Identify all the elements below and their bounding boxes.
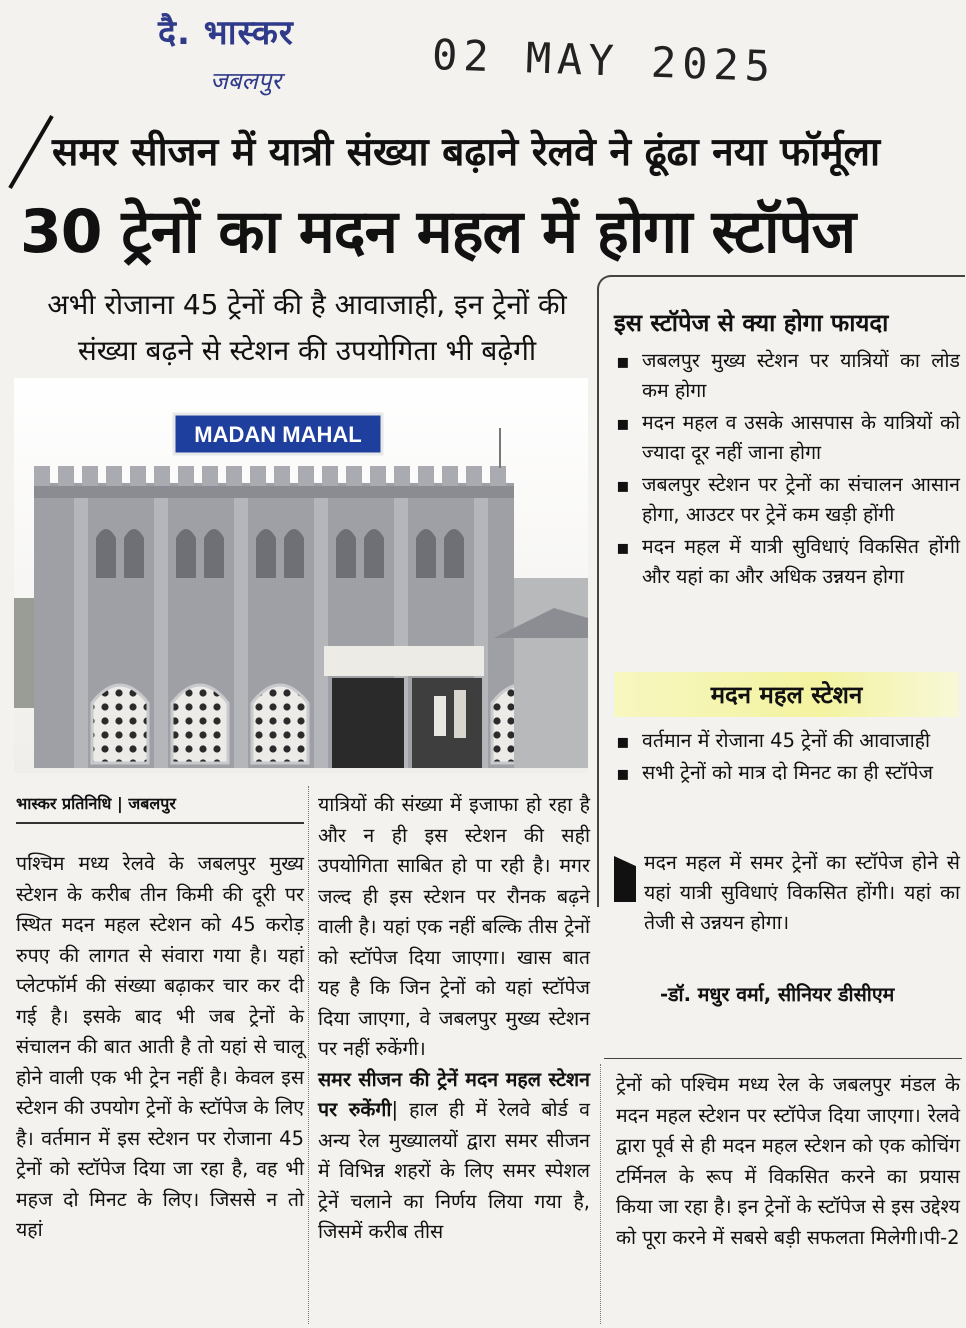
byline: भास्कर प्रतिनिधि | जबलपुर: [16, 794, 176, 813]
masthead-logo: दै. भास्कर: [158, 13, 294, 53]
list-item: ▪ सभी ट्रेनों को मात्र दो मिनट का ही स्टॉपेज: [612, 758, 960, 788]
article-column-2: [318, 790, 590, 1248]
sidebar-heading-benefits: इस स्टॉपेज से क्या होगा फायदा: [614, 309, 889, 337]
article-column-3: ट्रेनों को पश्चिम मध्य रेल के जबलपुर मंडल के मदन महल स्टेशन पर स्टॉपेज दिया जाएगा। रेलवे द्वारा पूर्व से ही मदन महल स्टेशन को एक कोचिंग टर्मिनल के रूप में विकसित करने का प्रयास किया जा रहा है। इन ट्रेनों के स्टॉपेज से इस उद्देश्य को पूरा करने में सबसे बड़ी सफलता मिलेगी।पी-2: [616, 1073, 960, 1249]
list-item: ▪ वर्तमान में रोजाना 45 ट्रेनों की आवाजाही: [612, 726, 960, 756]
list-item: ▪ मदन महल व उसके आसपास के यात्रियों को ज्यादा दूर नहीं जाना होगा: [612, 408, 960, 468]
article-column-1: पश्चिम मध्य रेलवे के जबलपुर मुख्य स्टेशन के करीब तीन किमी की दूरी पर स्थित मदन महल स्टेशन को 45 करोड़ रुपए की लागत से संवारा गया है। यहां प्लेटफॉर्म की संख्या बढ़ाकर चार कर दी गई है। इसके बाद भी जब ट्रेनों के संचालन की बात आती है तो यहां से चालू होने वाली एक भी ट्रेन नहीं है। केवल इस स्टेशन की उपयोग ट्रेनों के स्टॉपेज के लिए है। वर्तमान में इस स्टेशन पर रोजाना 45 ट्रेनों को स्टॉपेज दिया जा रहा है, वह भी महज दो मिनट के लिए। जिससे न तो यहां: [16, 852, 304, 1241]
subheadline: अभी रोजाना 45 ट्रेनों की है आवाजाही, इन ट्रेनों की संख्या बढ़ने से स्टेशन की उपयोगिता भी बढ़ेगी: [47, 288, 567, 367]
list-item: ▪ जबलपुर मुख्य स्टेशन पर यात्रियों का लोड कम होगा: [612, 346, 960, 406]
benefits-list: [612, 346, 960, 594]
quote-attribution: -डॉ. मधुर वर्मा, सीनियर डीसीएम: [660, 983, 895, 1006]
date-stamp: 02 MAY 2025: [431, 30, 777, 91]
main-headline: 30 ट्रेनों का मदन महल में होगा स्टॉपेज: [20, 197, 856, 267]
sidebar-heading-station: मदन महल स्टेशन: [614, 672, 959, 717]
official-quote: मदन महल में समर ट्रेनों का स्टॉपेज होने से यहां यात्री सुविधाएं विकसित होंगी। यहां का तेजी से उन्नयन होगा।: [644, 851, 960, 934]
column-divider: [600, 1064, 601, 1324]
bullet-icon: ▪: [616, 473, 630, 497]
bullet-icon: ▪: [616, 411, 630, 435]
masthead-city: जबलपुर: [210, 67, 282, 95]
section-subheading: समर सीजन की ट्रेनें मदन महल स्टेशन पर रुकेंगी: [318, 1067, 590, 1121]
kicker-headline: समर सीजन में यात्री संख्या बढ़ाने रेलवे ने ढूंढा नया फॉर्मूला: [52, 130, 881, 175]
station-facts-list: [612, 726, 960, 790]
bullet-icon: ▪: [616, 535, 630, 559]
bullet-icon: ▪: [616, 761, 630, 785]
paragraph: यात्रियों की संख्या में इजाफा हो रहा है और न ही इस स्टेशन की सही उपयोगिता साबित हो पा रही है। मगर जल्द ही इस स्टेशन पर रौनक बढ़ने वाली है। यहां एक नहीं बल्कि तीस ट्रेनों को स्टॉपेज दिया जाएगा। खास बात यह है कि जिन ट्रेनों को यहां स्टॉपेज दिया जाएगा, वे जबलपुर मुख्य स्टेशन पर नहीं रुकेंगी।: [318, 793, 590, 1060]
list-item: ▪ मदन महल में यात्री सुविधाएं विकसित होंगी और यहां का और अधिक उन्नयन होगा: [612, 532, 960, 592]
column-top-rule: [604, 1058, 962, 1059]
station-photo: [14, 378, 588, 773]
bullet-icon: ▪: [616, 349, 630, 373]
slash-decoration: [6, 112, 56, 192]
paragraph: | हाल ही में रेलवे बोर्ड व अन्य रेल मुख्यालयों द्वारा समर सीजन में विभिन्न शहरों के लिए समर स्पेशल ट्रेनें चलाने का निर्णय लिया गया है, जिसमें करीब तीस: [318, 1098, 591, 1243]
list-item: ▪ जबलपुर स्टेशन पर ट्रेनों का संचालन आसान होगा, आउटर पर ट्रेनें कम खड़ी होंगी: [612, 470, 960, 530]
column-divider: [308, 786, 309, 1324]
bullet-icon: ▪: [616, 729, 630, 753]
byline-divider: [16, 822, 304, 824]
station-sign-text: MADAN MAHAL: [194, 422, 362, 447]
